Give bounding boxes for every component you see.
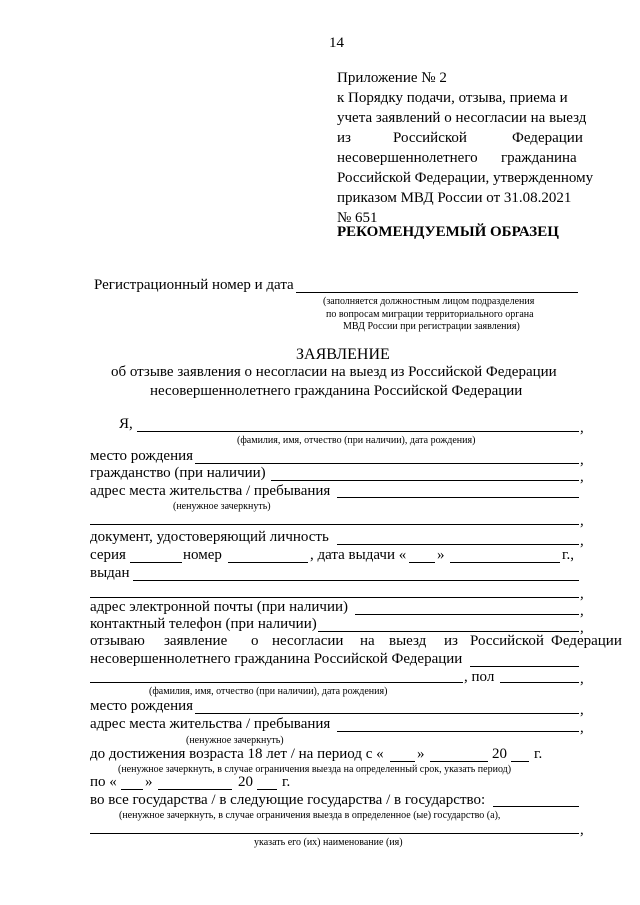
comma: ,: [580, 603, 584, 619]
revoke-line2: несовершеннолетнего гражданина Российской Федерации: [90, 651, 463, 667]
quote-close: »: [417, 746, 425, 762]
comma: ,: [580, 702, 584, 718]
period-note: (ненужное зачеркнуть, в случае ограничения выезда на определенный срок, указать период): [118, 764, 512, 775]
states-note-2: указать его (их) наименование (ия): [254, 837, 403, 848]
comma: ,: [580, 513, 584, 529]
ya-label: Я,: [119, 416, 133, 432]
period-from-year-field[interactable]: [511, 761, 529, 762]
number-label: номер: [183, 547, 222, 563]
registration-field[interactable]: [296, 292, 578, 293]
comma: ,: [580, 469, 584, 485]
comma: ,: [580, 533, 584, 549]
birthplace2-field[interactable]: [195, 713, 579, 714]
address-field[interactable]: [337, 497, 579, 498]
issued-by-label: выдан: [90, 565, 130, 581]
id-doc-field[interactable]: [337, 544, 579, 545]
minor-fio-field-cont[interactable]: [90, 682, 463, 683]
states-note: (ненужное зачеркнуть, в случае ограничения выезда в определенное (ые) государство (а),: [119, 810, 501, 821]
registration-note: (заполняется должностным лицом подразделения: [323, 296, 535, 307]
appendix-line: учета заявлений о несогласии на выезд: [337, 110, 587, 126]
email-label: адрес электронной почты (при наличии): [90, 599, 348, 615]
minor-fio-field[interactable]: [470, 666, 579, 667]
strike-note-2: (ненужное зачеркнуть): [186, 735, 284, 746]
appendix-line: Федерации: [512, 130, 583, 146]
birthplace-field[interactable]: [195, 463, 579, 464]
fio-note-2: (фамилия, имя, отчество (при наличии), дата рождения): [149, 686, 388, 697]
issue-date-label: , дата выдачи «: [310, 547, 407, 563]
address2-label: адрес места жительства / пребывания: [90, 716, 331, 732]
statement-subtitle: об отзыве заявления о несогласии на выезд из Российской Федерации: [111, 364, 557, 380]
comma: ,: [580, 452, 584, 468]
registration-note: по вопросам миграции территориального органа: [326, 309, 534, 320]
appendix-line: приказом МВД России от 31.08.2021: [337, 190, 572, 206]
birthplace2-label: место рождения: [90, 698, 194, 714]
revoke-word: Российской: [470, 633, 544, 649]
appendix-line: к Порядку подачи, отзыва, приема и: [337, 90, 568, 106]
comma: ,: [580, 822, 584, 838]
series-label: серия: [90, 547, 126, 563]
statement-subtitle: несовершеннолетнего гражданина Российской Федерации: [150, 383, 523, 399]
fio-field[interactable]: [137, 431, 579, 432]
issue-day-field[interactable]: [409, 562, 435, 563]
revoke-word: отзываю: [90, 633, 145, 649]
phone-field[interactable]: [318, 631, 579, 632]
citizenship-label: гражданство (при наличии): [90, 465, 266, 481]
revoke-word: несогласии: [272, 633, 344, 649]
comma: ,: [580, 586, 584, 602]
email-field[interactable]: [355, 614, 579, 615]
fio-note: (фамилия, имя, отчество (при наличии), дата рождения): [237, 435, 476, 446]
year-prefix: 20: [492, 746, 507, 762]
number-field[interactable]: [228, 562, 308, 563]
revoke-word: Федерации: [551, 633, 622, 649]
appendix-line: № 651: [337, 210, 378, 226]
address-label: адрес места жительства / пребывания: [90, 483, 331, 499]
comma: ,: [580, 420, 584, 436]
revoke-word: из: [444, 633, 458, 649]
revoke-word: выезд: [389, 633, 427, 649]
period-to-day-field[interactable]: [121, 789, 143, 790]
year-prefix: 20: [238, 774, 253, 790]
quote-close: »: [145, 774, 153, 790]
revoke-word: на: [360, 633, 375, 649]
year-abbr: г.: [534, 746, 543, 762]
quote-close: »: [437, 547, 445, 563]
strike-note: (ненужное зачеркнуть): [173, 501, 271, 512]
appendix-line: Российской: [393, 130, 467, 146]
birthplace-label: место рождения: [90, 448, 194, 464]
period-to-year-field[interactable]: [257, 789, 277, 790]
registration-note: МВД России при регистрации заявления): [343, 321, 520, 332]
sex-label: , пол: [464, 669, 495, 685]
comma: ,: [580, 720, 584, 736]
year-abbr: г.,: [562, 547, 574, 563]
statement-title: ЗАЯВЛЕНИЕ: [296, 346, 390, 363]
appendix-line: гражданина: [501, 150, 577, 166]
until-age-label: до достижения возраста 18 лет / на период с «: [90, 746, 384, 762]
id-doc-label: документ, удостоверяющий личность: [90, 529, 329, 545]
address2-field[interactable]: [337, 731, 579, 732]
appendix-line: Приложение № 2: [337, 70, 447, 86]
revoke-word: заявление: [164, 633, 228, 649]
issue-month-field[interactable]: [450, 562, 560, 563]
registration-label: Регистрационный номер и дата: [94, 277, 294, 293]
states-field-cont[interactable]: [90, 833, 579, 834]
comma: ,: [580, 620, 584, 636]
series-field[interactable]: [130, 562, 182, 563]
phone-label: контактный телефон (при наличии): [90, 616, 317, 632]
sample-title: РЕКОМЕНДУЕМЫЙ ОБРАЗЕЦ: [337, 224, 559, 240]
period-to-month-field[interactable]: [158, 789, 232, 790]
sex-field[interactable]: [500, 682, 579, 683]
issued-by-field[interactable]: [133, 580, 579, 581]
to-label: по «: [90, 774, 117, 790]
year-abbr: г.: [282, 774, 291, 790]
comma: ,: [580, 671, 584, 687]
address-field-cont[interactable]: [90, 524, 579, 525]
appendix-line: из: [337, 130, 351, 146]
revoke-word: о: [251, 633, 259, 649]
period-from-month-field[interactable]: [430, 761, 488, 762]
states-label: во все государства / в следующие государства / в государство:: [90, 792, 486, 808]
page-number: 14: [329, 35, 344, 51]
appendix-line: несовершеннолетнего: [337, 150, 478, 166]
states-field[interactable]: [493, 806, 579, 807]
issued-by-field-cont[interactable]: [90, 597, 579, 598]
appendix-line: Российской Федерации, утвержденному: [337, 170, 594, 186]
period-from-day-field[interactable]: [390, 761, 415, 762]
citizenship-field[interactable]: [271, 480, 579, 481]
